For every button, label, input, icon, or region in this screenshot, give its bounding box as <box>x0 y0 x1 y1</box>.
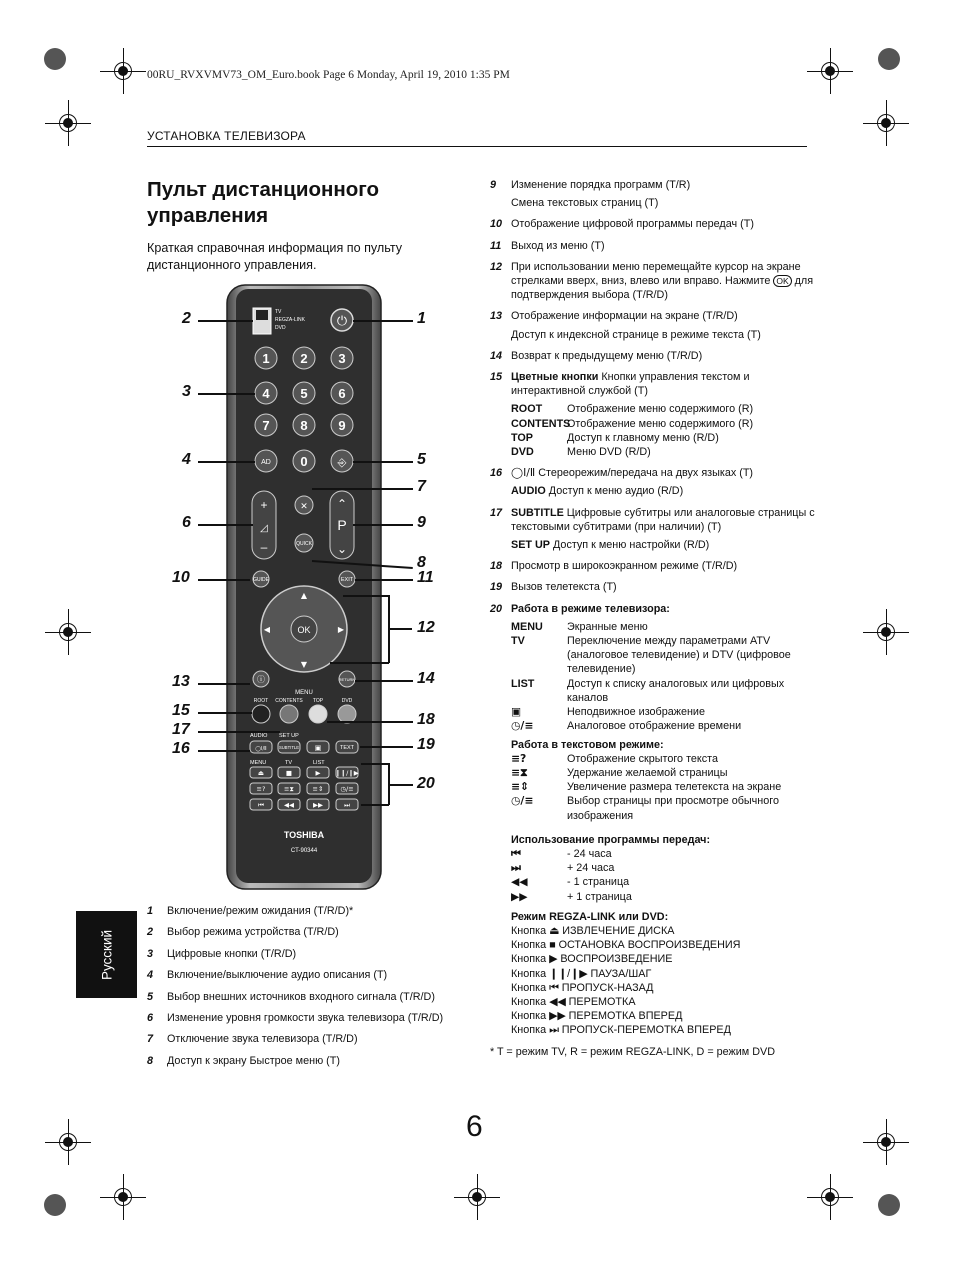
list-item: 3 Цифровые кнопки (T/R/D) <box>147 947 297 960</box>
top-label: TOP <box>312 698 324 704</box>
arrow-left-icon: ◀ <box>263 625 271 634</box>
digit-label: 6 <box>338 386 346 401</box>
list-item: 6 Изменение уровня громкости звука телевизора (T/R/D) <box>147 1011 444 1024</box>
crop-mark <box>875 621 897 643</box>
guide-label: GUIDE <box>253 577 269 583</box>
callout-line <box>198 320 253 322</box>
crop-mark <box>819 1186 841 1208</box>
yellow-button[interactable] <box>309 705 327 723</box>
page-title: Пульт дистанционного управления <box>147 178 380 227</box>
digit-label: 3 <box>338 351 346 366</box>
digit-label: 1 <box>262 351 270 366</box>
callout-line <box>361 804 389 806</box>
remote-label-dvd: DVD <box>275 325 286 331</box>
list-item: 4 Включение/выключение аудио описания (T) <box>147 969 388 982</box>
callout-13: 13 <box>172 673 190 690</box>
list-item: 11 Выход из меню (T) <box>490 239 605 252</box>
power-icon: ⏻ <box>336 314 348 329</box>
digit-label: 0 <box>300 454 308 469</box>
callout-14: 14 <box>417 670 435 687</box>
header-rule <box>147 146 807 147</box>
list-item: 8 Доступ к экрану Быстрое меню (T) <box>147 1054 340 1067</box>
hold-icon: ≡⧗ <box>283 785 295 793</box>
regza-item: Кнопка ■ ОСТАНОВКА ВОСПРОИЗВЕДЕНИЯ <box>511 939 741 952</box>
digit-label: 7 <box>262 418 270 433</box>
list-item: 7 Отключение звука телевизора (T/R/D) <box>147 1033 358 1046</box>
callout-line <box>198 683 250 685</box>
clock-icon: ◷/≡ <box>511 719 534 733</box>
input-icon: ⎆ <box>337 456 347 469</box>
callout-line <box>198 579 250 581</box>
audio-label: AUDIO <box>250 733 268 739</box>
list-item: 17 SUBTITLE Цифровые субтитры или аналоговые страницы с текстовыми субтитрами (при наличии) (T) SET UP Доступ к меню настройки (R/D) <box>490 506 815 552</box>
volume-icon: ◿ <box>260 523 268 534</box>
exit-label: EXIT <box>340 577 354 583</box>
callout-line <box>312 488 413 490</box>
reveal-icon: ≡? <box>511 751 527 765</box>
callout-7: 7 <box>417 478 426 495</box>
callout-10: 10 <box>172 569 190 586</box>
skip-forward-icon: ⏭ <box>511 861 521 875</box>
callout-line <box>360 746 413 748</box>
ok-icon: OK <box>773 275 791 287</box>
callout-line <box>353 320 413 322</box>
book-meta: 00RU_RVXVMV73_OM_Euro.book Page 6 Monday, April 19, 2010 1:35 PM <box>147 69 510 81</box>
callout-18: 18 <box>417 711 435 728</box>
callout-1: 1 <box>417 310 426 327</box>
callout-17: 17 <box>172 721 190 738</box>
quick-label: QUICK <box>296 541 312 547</box>
contents-label: CONTENTS <box>275 698 303 704</box>
reveal-icon: ≡? <box>256 785 266 793</box>
audio-icon: ◯Ⅰ/Ⅱ <box>255 746 267 752</box>
list-item: 18 Просмотр в широкоэкранном режиме (T/R/D) <box>490 560 738 573</box>
list-item: 20 Работа в режиме телевизора: MENU Экранные меню TV Переключение между параметрами ATV (аналоговое телевидение) и DTV (цифровое телевидение) LIST Доступ к списку аналоговых или цифровых каналов ▣ Неподвижное изображение ◷/≡ Аналоговое отображение времени Работа в текстовом режиме: ≡? Отображение скрытого текста ≡⧗ Удержание желаемой страницы ≡⇕ Увеличение размера телетекста на экране ◷/≡ Выбор страницы при просмотре обычного изображения Использование программы передач: ⏮ - 24 часа ⏭ + 24 часа ◀◀ - 1 страница ▶▶ + 1 страница Режим REGZA-LINK или DVD: Кнопка ⏏ ИЗВЛЕЧЕНИЕ ДИСКА Кнопка ■ ОСТАНОВКА ВОСПРОИЗВЕДЕНИЯ Кнопка ▶ ВОСПРОИЗВЕДЕНИЕ Кнопка ❙❙/❙▶ ПАУЗА/ШАГ Кнопка ⏮ ПРОПУСК-НАЗАД Кнопка ◀◀ ПЕРЕМОТКА Кнопка ▶▶ ПЕРЕМОТКА ВПЕРЕД Кнопка ⏭ ПРОПУСК-ПЕРЕМОТКА ВПЕРЕД <box>490 602 820 1038</box>
language-tab <box>76 911 137 998</box>
callout-line <box>198 750 250 752</box>
mute-icon: ✕ <box>300 502 308 512</box>
forward-icon: ▶▶ <box>511 889 528 903</box>
callout-11: 11 <box>417 569 434 586</box>
ad-label: AD <box>261 459 271 466</box>
digit-label: 2 <box>300 351 308 366</box>
crop-mark <box>57 1131 79 1153</box>
dvd-label: DVD <box>341 698 353 704</box>
eject-icon: ⏏ <box>257 769 265 777</box>
callout-line <box>390 784 413 786</box>
page-number: 6 <box>466 1110 483 1143</box>
crop-mark <box>57 112 79 134</box>
stereo-icon: ◯Ⅰ/Ⅱ <box>511 466 536 480</box>
callout-line <box>353 524 413 526</box>
skip-forward-icon: ⏭ <box>344 801 350 809</box>
return-label: RETURN <box>338 677 356 682</box>
info-icon: ⓘ <box>257 675 265 684</box>
menu-label: MENU <box>250 760 267 766</box>
callout-bracket <box>388 763 390 805</box>
remote-label-regza-link: REGZA-LINK <box>275 317 306 323</box>
arrow-up-icon: ▲ <box>300 591 308 600</box>
regza-item: Кнопка ❙❙/❙▶ ПАУЗА/ШАГ <box>511 967 652 980</box>
play-icon: ▶ <box>315 769 321 777</box>
size-icon: ≡⇕ <box>312 785 324 793</box>
root-label: ROOT <box>253 698 269 704</box>
red-button[interactable] <box>252 705 270 723</box>
registration-mark <box>878 1194 900 1216</box>
footnote: * T = режим TV, R = режим REGZA-LINK, D = режим DVD <box>490 1045 775 1058</box>
pause-icon: ❙❙/❙▶ <box>335 769 359 777</box>
regza-item: Кнопка ⏏ ИЗВЛЕЧЕНИЕ ДИСКА <box>511 924 675 937</box>
skip-back-icon: ⏮ <box>258 801 264 809</box>
callout-19: 19 <box>417 736 435 753</box>
callout-20: 20 <box>417 775 435 792</box>
rewind-icon: ◀◀ <box>511 875 528 889</box>
ok-label: OK <box>297 625 311 635</box>
registration-mark <box>44 1194 66 1216</box>
clock-icon: ◷/≡ <box>340 785 354 793</box>
digit-label: 5 <box>300 386 308 401</box>
callout-line <box>361 763 389 765</box>
crop-mark <box>112 60 134 82</box>
program-up-icon: ⌃ <box>336 497 348 511</box>
section-header: УСТАНОВКА ТЕЛЕВИЗОРА <box>147 129 306 143</box>
callout-line <box>198 393 255 395</box>
right-item-list <box>490 178 820 1059</box>
volume-down-icon: – <box>260 540 268 554</box>
callout-line <box>198 524 253 526</box>
program-down-icon: ⌄ <box>336 542 348 556</box>
list-item: 5 Выбор внешних источников входного сигнала (T/R/D) <box>147 990 435 1003</box>
widescreen-icon: ▣ <box>314 744 322 752</box>
text-label: TEXT <box>339 745 355 751</box>
callout-16: 16 <box>172 740 190 757</box>
list-item: 13 Отображение информации на экране (T/R/D) Доступ к индексной странице в режиме текста (T) <box>490 310 761 341</box>
callout-line <box>343 595 389 597</box>
callout-line <box>355 680 413 682</box>
rewind-icon: ◀◀ <box>284 801 294 809</box>
callout-line <box>330 662 389 664</box>
crop-mark <box>819 60 841 82</box>
remote-model: CT-90344 <box>290 848 318 854</box>
callout-line <box>353 461 413 463</box>
callout-8: 8 <box>417 554 426 571</box>
registration-mark <box>878 48 900 70</box>
green-button[interactable] <box>280 705 298 723</box>
crop-mark <box>466 1186 488 1208</box>
stop-icon: ■ <box>285 769 293 777</box>
callout-line <box>388 628 412 630</box>
regza-item: Кнопка ⏮ ПРОПУСК-НАЗАД <box>511 981 654 994</box>
digit-label: 4 <box>262 386 270 401</box>
regza-item: Кнопка ◀◀ ПЕРЕМОТКА <box>511 995 636 1008</box>
callout-line <box>198 731 280 733</box>
volume-up-icon: + <box>260 498 268 512</box>
callout-line <box>198 461 255 463</box>
list-item: 19 Вызов телетекста (T) <box>490 581 617 594</box>
subtitle-label: SUBTITLE <box>278 745 300 750</box>
remote-brand: TOSHIBA <box>283 830 325 840</box>
setup-label: SET UP <box>279 733 299 739</box>
list-item: 12 При использовании меню перемещайте курсор на экране стрелками вверх, вниз, влево или вправо. Нажмите OK для подтверждения выбора (T/R/D) <box>490 260 814 302</box>
digit-label: 8 <box>300 418 308 433</box>
forward-icon: ▶▶ <box>313 801 323 809</box>
list-item: 16 ◯Ⅰ/Ⅱ Стереорежим/передача на двух языках (T) AUDIO Доступ к меню аудио (R/D) <box>490 466 754 498</box>
regza-item: Кнопка ▶ ВОСПРОИЗВЕДЕНИЕ <box>511 953 673 966</box>
callout-line <box>327 721 413 723</box>
digit-label: 9 <box>338 418 346 433</box>
list-item: 14 Возврат к предыдущему меню (T/R/D) <box>490 349 703 362</box>
callout-line <box>198 712 252 714</box>
list-label: LIST <box>313 760 325 766</box>
skip-back-icon: ⏮ <box>511 846 521 860</box>
intro-text: Краткая справочная информация по пульту дистанционного управления. <box>147 241 403 272</box>
callout-6: 6 <box>182 514 191 531</box>
language-tab-label: Русский <box>99 929 114 980</box>
callout-9: 9 <box>417 514 426 531</box>
callout-bracket <box>388 595 390 663</box>
registration-mark <box>44 48 66 70</box>
callout-5: 5 <box>417 451 426 468</box>
remote-control <box>225 283 385 893</box>
callout-2: 2 <box>182 310 191 327</box>
remote-label-tv: TV <box>275 309 282 315</box>
hold-icon: ≡⧗ <box>511 765 528 779</box>
list-item: 2 Выбор режима устройства (T/R/D) <box>147 926 339 939</box>
callout-4: 4 <box>182 451 191 468</box>
regza-item: Кнопка ▶▶ ПЕРЕМОТКА ВПЕРЕД <box>511 1010 683 1023</box>
crop-mark <box>57 621 79 643</box>
arrow-right-icon: ▶ <box>337 625 345 634</box>
clock-icon: ◷/≡ <box>511 794 534 808</box>
list-item: 10 Отображение цифровой программы передач (T) <box>490 218 754 231</box>
crop-mark <box>112 1186 134 1208</box>
regza-item: Кнопка ⏭ ПРОПУСК-ПЕРЕМОТКА ВПЕРЕД <box>511 1024 731 1037</box>
size-icon: ≡⇕ <box>511 780 530 794</box>
list-item: 1 Включение/режим ожидания (T/R/D)* <box>147 905 354 917</box>
callout-12: 12 <box>417 619 435 636</box>
freeze-icon: ▣ <box>511 705 522 719</box>
arrow-down-icon: ▼ <box>300 660 308 669</box>
crop-mark <box>875 1131 897 1153</box>
callout-15: 15 <box>172 702 190 719</box>
list-item: 9 Изменение порядка программ (T/R) Смена текстовых страниц (T) <box>490 179 691 210</box>
program-label: P <box>337 517 347 533</box>
callout-line <box>355 579 413 581</box>
menu-caption: MENU <box>295 690 313 696</box>
callout-3: 3 <box>182 383 191 400</box>
list-item: 15 Цветные кнопки Кнопки управления текстом и интерактивной службой (T) ROOT Отображение меню содержимого (R) CONTENTS Отображение меню содержимого (R) TOP Доступ к главному меню (R/D) DVD Меню DVD (R/D) <box>490 371 754 459</box>
crop-mark <box>875 112 897 134</box>
left-item-list <box>147 905 477 1076</box>
tv-label: TV <box>285 760 293 766</box>
